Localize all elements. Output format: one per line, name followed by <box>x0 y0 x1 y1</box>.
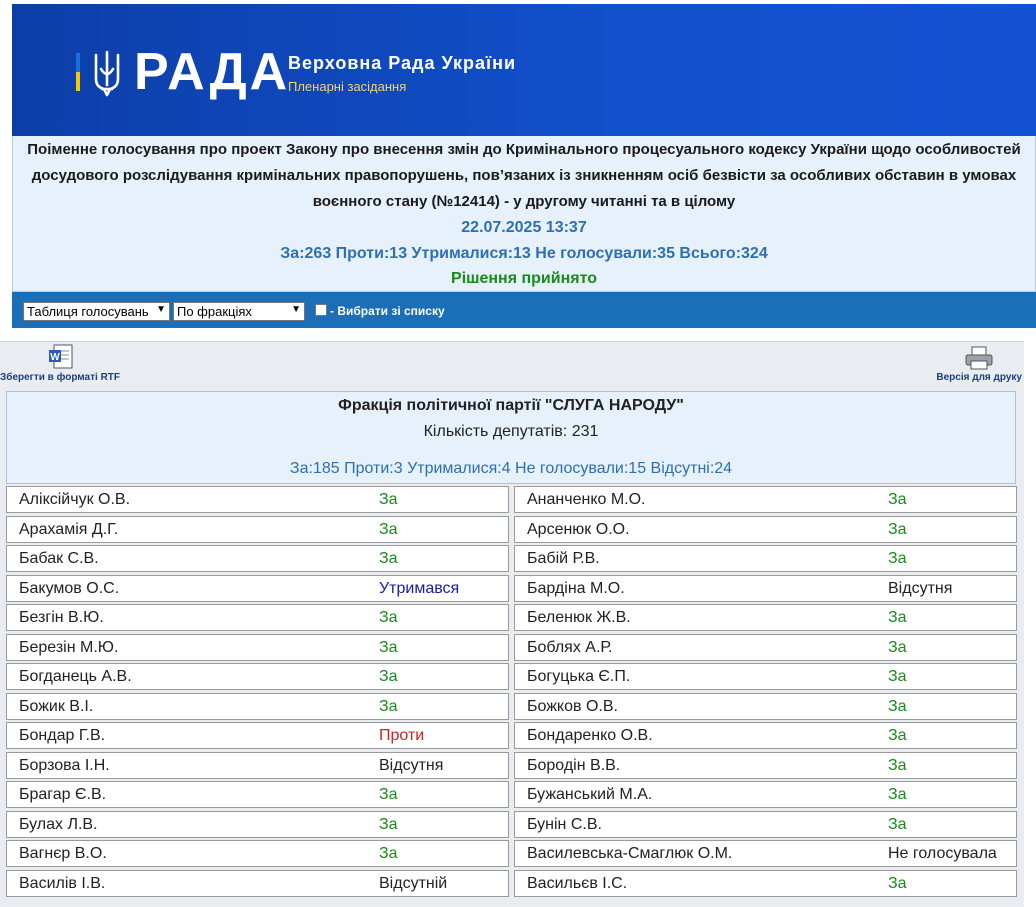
deputy-name: Булах Л.В. <box>19 816 98 833</box>
deputy-vote: Відсутня <box>888 580 953 597</box>
deputy-name: Васильєв І.С. <box>527 875 628 892</box>
deputy-vote-cell <box>514 516 1017 543</box>
site-subtitle[interactable]: Пленарні засідання <box>288 79 407 94</box>
save-rtf-link[interactable]: Зберегти в форматі RTF <box>0 372 121 383</box>
deputy-name: Василів І.В. <box>19 875 106 892</box>
deputy-vote-cell <box>514 604 1017 631</box>
vote-datetime: 22.07.2025 13:37 <box>461 219 587 236</box>
vote-title: Поіменне голосування про проект Закону про внесення змін до Кримінального процесуального кодексу України щодо особливостей досудового розслідування кримінальних правопорушень, пов’язаних із зникненням осіб безвісти за особливих обставин в умовах воєнного стану (№12414) - у другому читанні та в цілому <box>27 141 1021 210</box>
deputy-vote: За <box>379 816 398 833</box>
printer-icon[interactable] <box>964 346 994 370</box>
deputy-vote: За <box>379 639 398 656</box>
deputy-vote-cell <box>6 604 509 631</box>
deputy-name: Бондар Г.В. <box>19 727 106 744</box>
faction-deputy-count: Кількість депутатів: 231 <box>423 423 599 440</box>
deputy-vote-cell <box>6 693 509 720</box>
view-select[interactable] <box>23 302 170 321</box>
deputy-name: Бородін В.В. <box>527 757 621 774</box>
deputy-vote-cell <box>514 693 1017 720</box>
deputy-vote-cell <box>514 811 1017 838</box>
vote-summary <box>12 136 1036 292</box>
deputy-vote-cell <box>514 545 1017 572</box>
deputy-vote-cell <box>514 870 1017 897</box>
choose-from-list-checkbox[interactable] <box>315 304 327 316</box>
deputy-vote: Відсутня <box>379 757 444 774</box>
deputy-vote-cell <box>514 781 1017 808</box>
deputy-vote: За <box>379 786 398 803</box>
deputy-name: Бабій Р.В. <box>527 550 600 567</box>
deputy-vote: За <box>888 816 907 833</box>
deputy-vote: За <box>888 609 907 626</box>
faction-summary <box>6 391 1016 484</box>
faction-name: Фракція політичної партії "СЛУГА НАРОДУ" <box>338 397 684 414</box>
deputy-vote: За <box>379 609 398 626</box>
print-version-link[interactable]: Версія для друку <box>936 372 1022 383</box>
deputy-vote-cell <box>6 663 509 690</box>
deputy-vote-cell <box>514 752 1017 779</box>
deputy-vote: За <box>379 521 398 538</box>
deputy-vote-cell <box>514 486 1017 513</box>
deputy-vote: За <box>888 698 907 715</box>
deputy-vote-cell <box>6 575 509 602</box>
deputy-vote-cell <box>6 752 509 779</box>
deputy-vote-cell <box>6 486 509 513</box>
deputy-vote: Не голосувала <box>888 845 997 862</box>
deputy-vote: За <box>888 668 907 685</box>
deputy-vote-cell <box>6 722 509 749</box>
deputy-vote-cell <box>6 634 509 661</box>
filter-toolbar <box>12 292 1036 328</box>
deputy-vote: За <box>379 491 398 508</box>
chevron-down-icon: ▼ <box>291 304 301 315</box>
deputy-vote-cell <box>6 545 509 572</box>
deputy-name: Богданець А.В. <box>19 668 132 685</box>
deputy-vote: За <box>888 786 907 803</box>
deputy-vote: За <box>888 521 907 538</box>
deputy-name: Безгін В.Ю. <box>19 609 104 626</box>
chevron-down-icon: ▼ <box>156 304 166 315</box>
deputy-vote: Проти <box>379 727 425 744</box>
deputy-name: Аліксійчук О.В. <box>19 491 131 508</box>
deputy-vote: За <box>888 757 907 774</box>
deputy-vote: За <box>888 491 907 508</box>
deputy-name: Березін М.Ю. <box>19 639 119 656</box>
deputy-vote-cell <box>514 840 1017 867</box>
deputy-name: Бужанський М.А. <box>527 786 653 803</box>
deputy-name: Василевська-Смаглюк О.М. <box>527 845 733 862</box>
brand-logo-text[interactable]: РАДА <box>134 43 291 101</box>
deputy-vote: За <box>888 550 907 567</box>
deputy-name: Бабак С.В. <box>19 550 99 567</box>
deputy-vote: За <box>379 668 398 685</box>
deputy-vote-cell <box>6 516 509 543</box>
deputy-name: Богуцька Є.П. <box>527 668 631 685</box>
faction-totals: За:185 Проти:3 Утрималися:4 Не голосували:15 Відсутні:24 <box>289 460 733 477</box>
site-title[interactable]: Верховна Рада України <box>288 53 517 73</box>
deputy-vote: За <box>379 698 398 715</box>
deputy-vote-cell <box>514 663 1017 690</box>
deputy-name: Вагнєр В.О. <box>19 845 107 862</box>
results-panel <box>0 341 1024 907</box>
choose-from-list-label[interactable]: - Вибрати зі списку <box>330 304 445 318</box>
deputy-vote: Відсутній <box>379 875 448 892</box>
trident-icon <box>92 49 122 99</box>
vote-totals: За:263 Проти:13 Утрималися:13 Не голосували:35 Всього:324 <box>280 245 768 262</box>
deputy-vote-cell <box>514 575 1017 602</box>
deputy-vote-cell <box>6 840 509 867</box>
deputy-vote-cell <box>6 811 509 838</box>
deputy-name: Бунін С.В. <box>527 816 602 833</box>
deputy-vote: За <box>379 845 398 862</box>
deputy-name: Борзова І.Н. <box>19 757 110 774</box>
deputy-name: Боблях А.Р. <box>527 639 613 656</box>
deputy-vote: За <box>888 875 907 892</box>
view-select-value: Таблиця голосувань <box>27 304 149 319</box>
site-header <box>12 4 1036 136</box>
deputy-vote: Утримався <box>379 580 460 597</box>
deputy-name: Арахамія Д.Г. <box>19 521 119 538</box>
page <box>12 4 1036 328</box>
deputy-vote: За <box>888 727 907 744</box>
deputy-name: Бардіна М.О. <box>527 580 625 597</box>
deputy-vote: За <box>888 639 907 656</box>
deputy-name: Ананченко М.О. <box>527 491 646 508</box>
svg-text:W: W <box>50 352 60 363</box>
word-document-icon[interactable] <box>48 344 74 370</box>
deputy-name: Бакумов О.С. <box>19 580 120 597</box>
deputy-vote-cell <box>6 781 509 808</box>
deputy-name: Брагар Є.В. <box>19 786 107 803</box>
group-select[interactable] <box>173 302 305 321</box>
deputy-vote: За <box>379 550 398 567</box>
vote-decision: Рішення прийнято <box>451 270 597 287</box>
ukraine-flag-icon <box>76 53 80 91</box>
deputy-name: Беленюк Ж.В. <box>527 609 631 626</box>
group-select-value: По фракціях <box>177 304 252 319</box>
deputy-vote-cell <box>6 870 509 897</box>
deputy-name: Божков О.В. <box>527 698 618 715</box>
deputy-vote-cell <box>514 634 1017 661</box>
deputy-name: Бондаренко О.В. <box>527 727 653 744</box>
deputy-name: Арсенюк О.О. <box>527 521 630 538</box>
deputy-vote-cell <box>514 722 1017 749</box>
deputy-name: Божик В.І. <box>19 698 94 715</box>
